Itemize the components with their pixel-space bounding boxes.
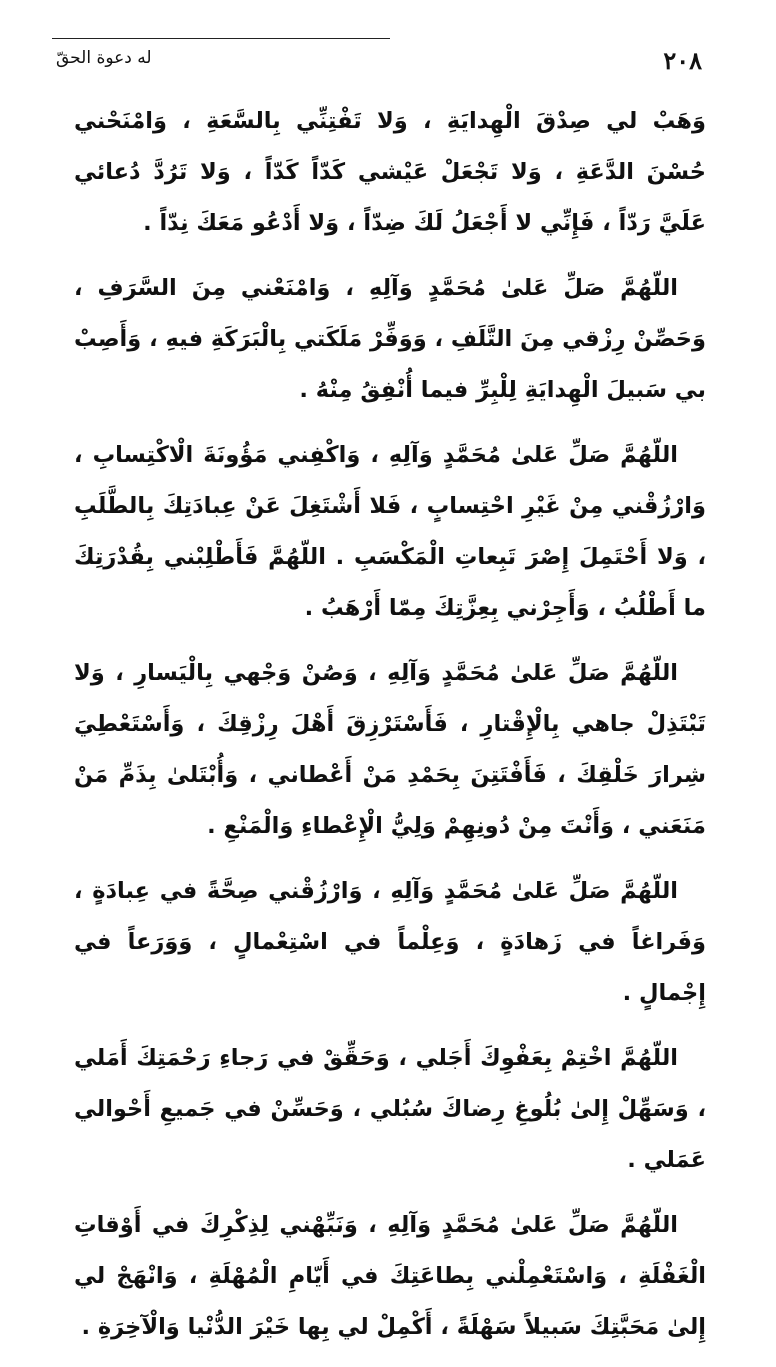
running-title: له دعوة الحقّ	[56, 48, 152, 68]
paragraph: اللّهُمَّ اخْتِمْ بِعَفْوِكَ أَجَلي ، وَحَقِّقْ في رَجاءِ رَحْمَتِكَ أَمَلي ، وَسَهِّلْ إِلىٰ بُلُوغِ رِضاكَ سُبُلي ، وَحَسِّنْ في جَميعِ أَحْوالي عَمَلي .	[74, 1045, 706, 1173]
page-number: ٢٠٨	[663, 46, 702, 75]
paragraph: اللّهُمَّ صَلِّ عَلىٰ مُحَمَّدٍ وَآلِهِ ، وَاكْفِني مَؤُونَةَ الْاكْتِسابِ ، وَارْزُقْني مِنْ غَيْرِ احْتِسابٍ ، فَلا أَشْتَغِلَ عَنْ عِبادَتِكَ بِالطَّلَبِ ، وَلا أَحْتَمِلَ إِصْرَ تَبِعاتِ الْمَكْسَبِ . اللّهُمَّ فَأَطْلِبْني بِقُدْرَتِكَ ما أَطْلُبُ ، وَأَجِرْني بِعِزَّتِكَ مِمّا أَرْهَبُ .	[74, 442, 706, 621]
text-body	[74, 96, 706, 1367]
header-divider	[52, 38, 390, 39]
paragraph: اللّهُمَّ صَلِّ عَلىٰ مُحَمَّدٍ وَآلِهِ ، وَنَبِّهْني لِذِكْرِكَ في أَوْقاتِ الْغَفْلَةِ ، وَاسْتَعْمِلْني بِطاعَتِكَ في أَيّامِ الْمُهْلَةِ ، وَانْهَجْ لي إِلىٰ مَحَبَّتِكَ سَبيلاً سَهْلَةً ، أَكْمِلْ لي بِها خَيْرَ الدُّنْيا وَالْآخِرَةِ .	[74, 1212, 706, 1340]
paragraph: اللّهُمَّ صَلِّ عَلىٰ مُحَمَّدٍ وَآلِهِ ، وَارْزُقْني صِحَّةً في عِبادَةٍ ، وَفَراغاً في زَهادَةٍ ، وَعِلْماً في اسْتِعْمالٍ ، وَوَرَعاً في إِجْمالٍ .	[74, 878, 706, 1006]
paragraph: وَهَبْ لي صِدْقَ الْهِدايَةِ ، وَلا تَفْتِنِّي بِالسَّعَةِ ، وَامْنَحْني حُسْنَ الدَّعَةِ ، وَلا تَجْعَلْ عَيْشي كَدّاً كَدّاً ، وَلا تَرُدَّ دُعائي عَلَيَّ رَدّاً ، فَإِنِّي لا أَجْعَلُ لَكَ ضِدّاً ، وَلا أَدْعُو مَعَكَ نِدّاً .	[74, 108, 706, 236]
paragraph: اللّهُمَّ صَلِّ عَلىٰ مُحَمَّدٍ وَآلِهِ ، وَصُنْ وَجْهي بِالْيَسارِ ، وَلا تَبْتَذِلْ جاهي بِالْإِقْتارِ ، فَأَسْتَرْزِقَ أَهْلَ رِزْقِكَ ، وَأَسْتَعْطِيَ شِرارَ خَلْقِكَ ، فَأَفْتَتِنَ بِحَمْدِ مَنْ أَعْطاني ، وَأُبْتَلىٰ بِذَمِّ مَنْ مَنَعَني ، وَأَنْتَ مِنْ دُونِهِمْ وَلِيُّ الْإِعْطاءِ وَالْمَنْعِ .	[74, 660, 706, 839]
paragraph: اللّهُمَّ صَلِّ عَلىٰ مُحَمَّدٍ وَآلِهِ ، وَامْنَعْني مِنَ السَّرَفِ ، وَحَصِّنْ رِزْقي مِنَ التَّلَفِ ، وَوَفِّرْ مَلَكَتي بِالْبَرَكَةِ فيهِ ، وَأَصِبْ بي سَبيلَ الْهِدايَةِ لِلْبِرِّ فيما أُنْفِقُ مِنْهُ .	[74, 275, 706, 403]
page-header	[52, 42, 706, 82]
